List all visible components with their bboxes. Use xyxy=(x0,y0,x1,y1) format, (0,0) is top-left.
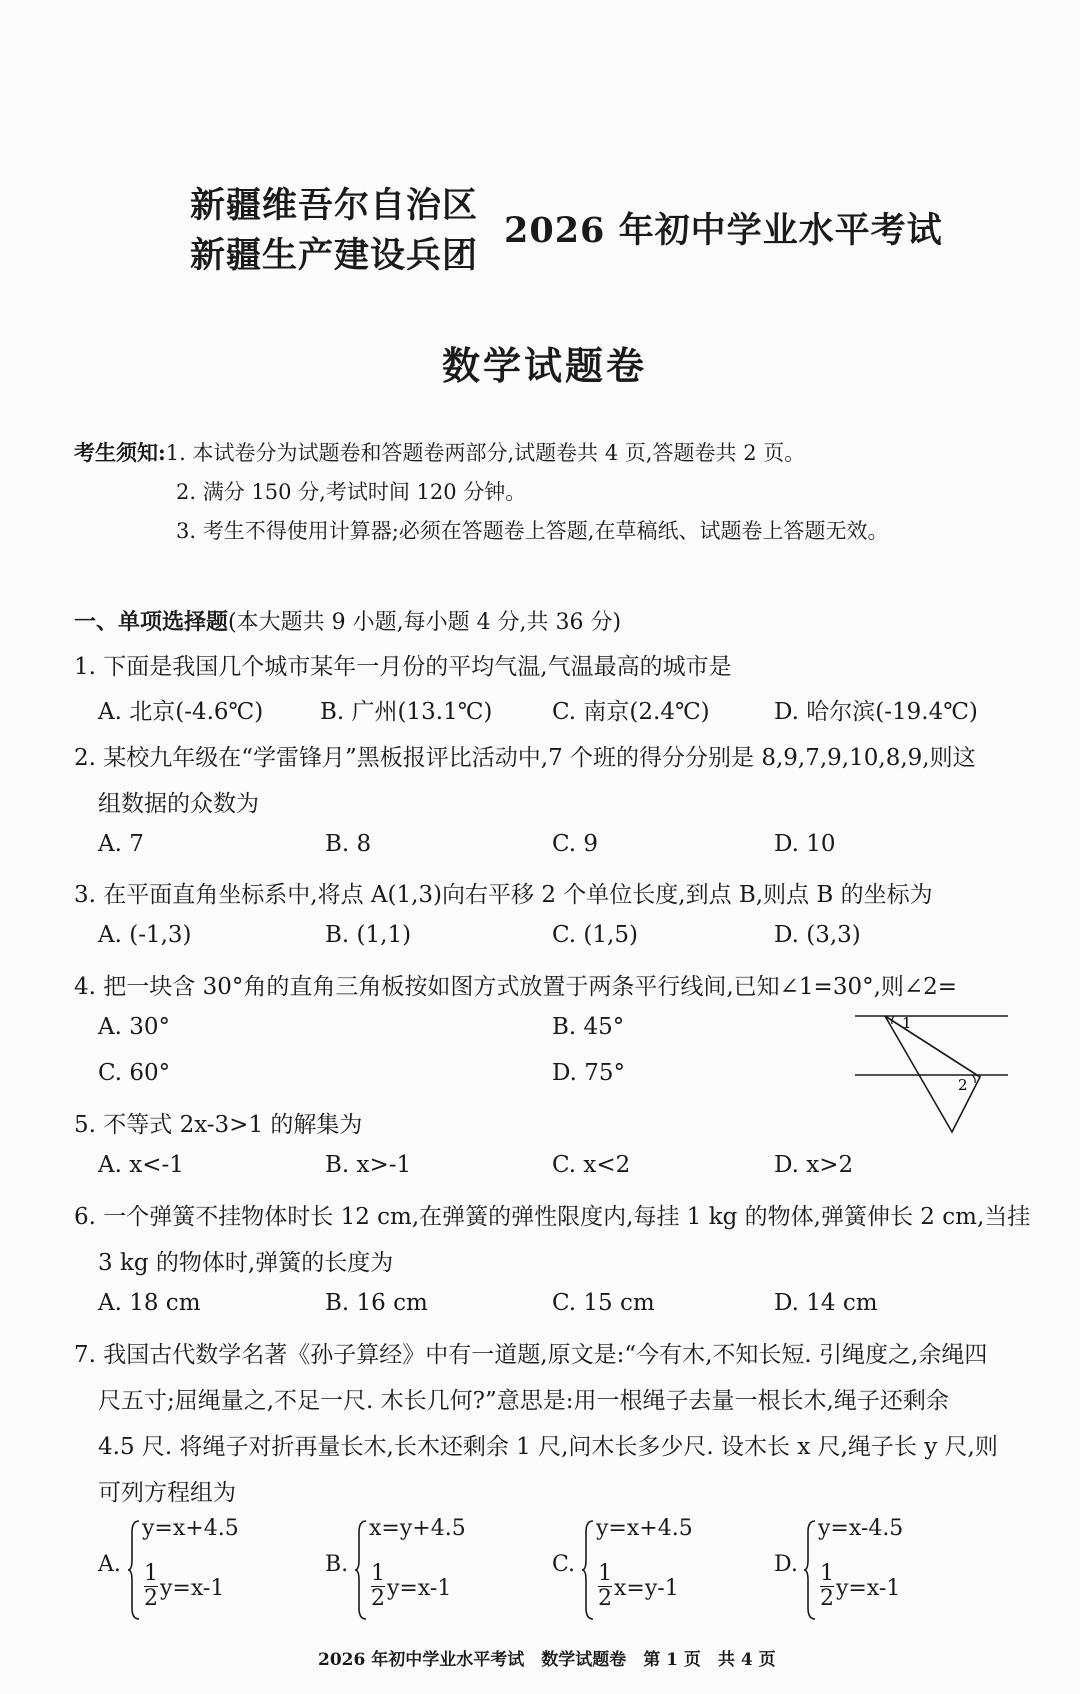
question-5-stem: 5. 不等式 2x-3>1 的解集为 xyxy=(74,1112,363,1138)
notice-item-1: 1. 本试卷分为试题卷和答题卷两部分,试题卷共 4 页,答题卷共 2 页。 xyxy=(165,441,806,465)
q2-option-d: D. 10 xyxy=(774,831,836,857)
q7-option-d xyxy=(774,1516,954,1626)
triangle-hypotenuse xyxy=(885,1016,980,1077)
q7-option-a xyxy=(98,1516,278,1626)
q7-option-b-fraction xyxy=(371,1562,385,1611)
q7-option-c-fraction xyxy=(598,1562,612,1611)
section-note: (本大题共 9 小题,每小题 4 分,共 36 分) xyxy=(228,610,622,635)
q1-option-c: C. 南京(2.4℃) xyxy=(552,699,710,725)
paper-title: 数学试题卷 xyxy=(442,343,648,388)
fraction-numerator: 1 xyxy=(371,1561,385,1586)
question-7-stem-line-1: 7. 我国古代数学名著《孙子算经》中有一道题,原文是:“今有木,不知长短. 引绳度之,余绳四 xyxy=(74,1342,988,1368)
notice-item-2: 2. 满分 150 分,考试时间 120 分钟。 xyxy=(176,480,527,504)
exam-title: 2026 年初中学业水平考试 xyxy=(504,210,943,251)
q7-option-a-letter: A. xyxy=(98,1552,121,1577)
q5-option-b: B. x>-1 xyxy=(325,1152,412,1178)
q2-option-a: A. 7 xyxy=(98,831,144,857)
question-7-stem-line-3: 4.5 尺. 将绳子对折再量长木,长木还剩余 1 尺,问木长多少尺. 设木长 x 尺,绳子长 y 尺,则 xyxy=(98,1434,998,1460)
q7-option-a-equation-1: y=x+4.5 xyxy=(142,1516,239,1541)
fraction-denominator: 2 xyxy=(820,1586,834,1611)
angle-2-label: 2 xyxy=(958,1076,968,1094)
q7-option-d-equation-2: y=x-1 xyxy=(836,1576,901,1601)
fraction-denominator: 2 xyxy=(371,1586,385,1611)
q1-option-d: D. 哈尔滨(-19.4℃) xyxy=(774,699,978,725)
angle-1-label: 1 xyxy=(902,1014,912,1032)
q7-option-d-letter: D. xyxy=(774,1552,798,1577)
q7-option-b-equation-2: y=x-1 xyxy=(387,1576,452,1601)
fraction-denominator: 2 xyxy=(598,1586,612,1611)
q2-option-c: C. 9 xyxy=(552,831,599,857)
fraction-numerator: 1 xyxy=(144,1561,158,1586)
question-1-stem: 1. 下面是我国几个城市某年一月份的平均气温,气温最高的城市是 xyxy=(74,654,732,680)
q5-option-c: C. x<2 xyxy=(552,1152,631,1178)
question-3-stem: 3. 在平面直角坐标系中,将点 A(1,3)向右平移 2 个单位长度,到点 B,则点 B 的坐标为 xyxy=(74,882,933,908)
q6-option-d: D. 14 cm xyxy=(774,1290,878,1316)
section-heading xyxy=(74,605,621,636)
angle-2-arc xyxy=(972,1075,975,1083)
brace-icon xyxy=(128,1520,140,1620)
q7-option-b xyxy=(325,1516,505,1626)
q6-option-c: C. 15 cm xyxy=(552,1290,655,1316)
question-7-stem-line-4: 可列方程组为 xyxy=(98,1480,236,1506)
q3-option-c: C. (1,5) xyxy=(552,922,638,948)
q7-option-c xyxy=(552,1516,732,1626)
section-label: 一、单项选择题 xyxy=(74,609,229,635)
q4-option-d: D. 75° xyxy=(552,1060,626,1086)
fraction-numerator: 1 xyxy=(598,1561,612,1586)
q7-option-c-equation-1: y=x+4.5 xyxy=(596,1516,693,1541)
angle-1-arc xyxy=(892,1016,894,1024)
q7-option-a-equation-2: y=x-1 xyxy=(160,1576,225,1601)
triangle-ruler xyxy=(885,1016,980,1132)
q7-option-d-fraction xyxy=(820,1562,834,1611)
q6-option-b: B. 16 cm xyxy=(325,1290,428,1316)
q6-option-a: A. 18 cm xyxy=(98,1290,201,1316)
q7-option-c-equation-2: x=y-1 xyxy=(614,1576,679,1601)
brace-icon xyxy=(355,1520,367,1620)
q7-option-a-fraction xyxy=(144,1562,158,1611)
q3-option-a: A. (-1,3) xyxy=(98,922,192,948)
fraction-denominator: 2 xyxy=(144,1586,158,1611)
notice-line-1 xyxy=(74,437,805,467)
question-2-stem-line-2: 组数据的众数为 xyxy=(98,791,259,817)
q3-option-b: B. (1,1) xyxy=(325,922,412,948)
notice-item-3: 3. 考生不得使用计算器;必须在答题卷上答题,在草稿纸、试题卷上答题无效。 xyxy=(176,519,889,543)
q2-option-b: B. 8 xyxy=(325,831,372,857)
q3-option-d: D. (3,3) xyxy=(774,922,861,948)
fraction-numerator: 1 xyxy=(820,1561,834,1586)
brace-icon xyxy=(804,1520,816,1620)
region-name-bingtuan: 新疆生产建设兵团 xyxy=(190,235,479,276)
q7-option-c-letter: C. xyxy=(552,1552,576,1577)
q4-option-b: B. 45° xyxy=(552,1014,625,1040)
question-4-stem: 4. 把一块含 30°角的直角三角板按如图方式放置于两条平行线间,已知∠1=30°,则∠2= xyxy=(74,974,958,1000)
q4-option-a: A. 30° xyxy=(98,1014,170,1040)
q1-option-b: B. 广州(13.1℃) xyxy=(320,699,493,725)
question-6-stem-line-1: 6. 一个弹簧不挂物体时长 12 cm,在弹簧的弹性限度内,每挂 1 kg 的物体,弹簧伸长 2 cm,当挂 xyxy=(74,1204,1031,1230)
parallel-lines-triangle-figure xyxy=(850,1010,1015,1140)
question-6-stem-line-2: 3 kg 的物体时,弹簧的长度为 xyxy=(98,1250,394,1276)
notice-label: 考生须知: xyxy=(74,440,166,465)
brace-icon xyxy=(582,1520,594,1620)
q7-option-d-equation-1: y=x-4.5 xyxy=(818,1516,904,1541)
q4-option-c: C. 60° xyxy=(98,1060,171,1086)
q5-option-a: A. x<-1 xyxy=(98,1152,184,1178)
q7-option-b-letter: B. xyxy=(325,1552,349,1577)
q1-option-a: A. 北京(-4.6℃) xyxy=(98,699,264,725)
region-name-xinjiang: 新疆维吾尔自治区 xyxy=(190,185,479,226)
q7-option-b-equation-1: x=y+4.5 xyxy=(369,1516,466,1541)
q5-option-d: D. x>2 xyxy=(774,1152,854,1178)
question-2-stem-line-1: 2. 某校九年级在“学雷锋月”黑板报评比活动中,7 个班的得分分别是 8,9,7,9,10,8,9,则这 xyxy=(74,745,976,771)
page-footer: 2026 年初中学业水平考试 数学试题卷 第 1 页 共 4 页 xyxy=(318,1650,776,1670)
question-7-stem-line-2: 尺五寸;屈绳量之,不足一尺. 木长几何?”意思是:用一根绳子去量一根长木,绳子还剩余 xyxy=(98,1388,949,1414)
